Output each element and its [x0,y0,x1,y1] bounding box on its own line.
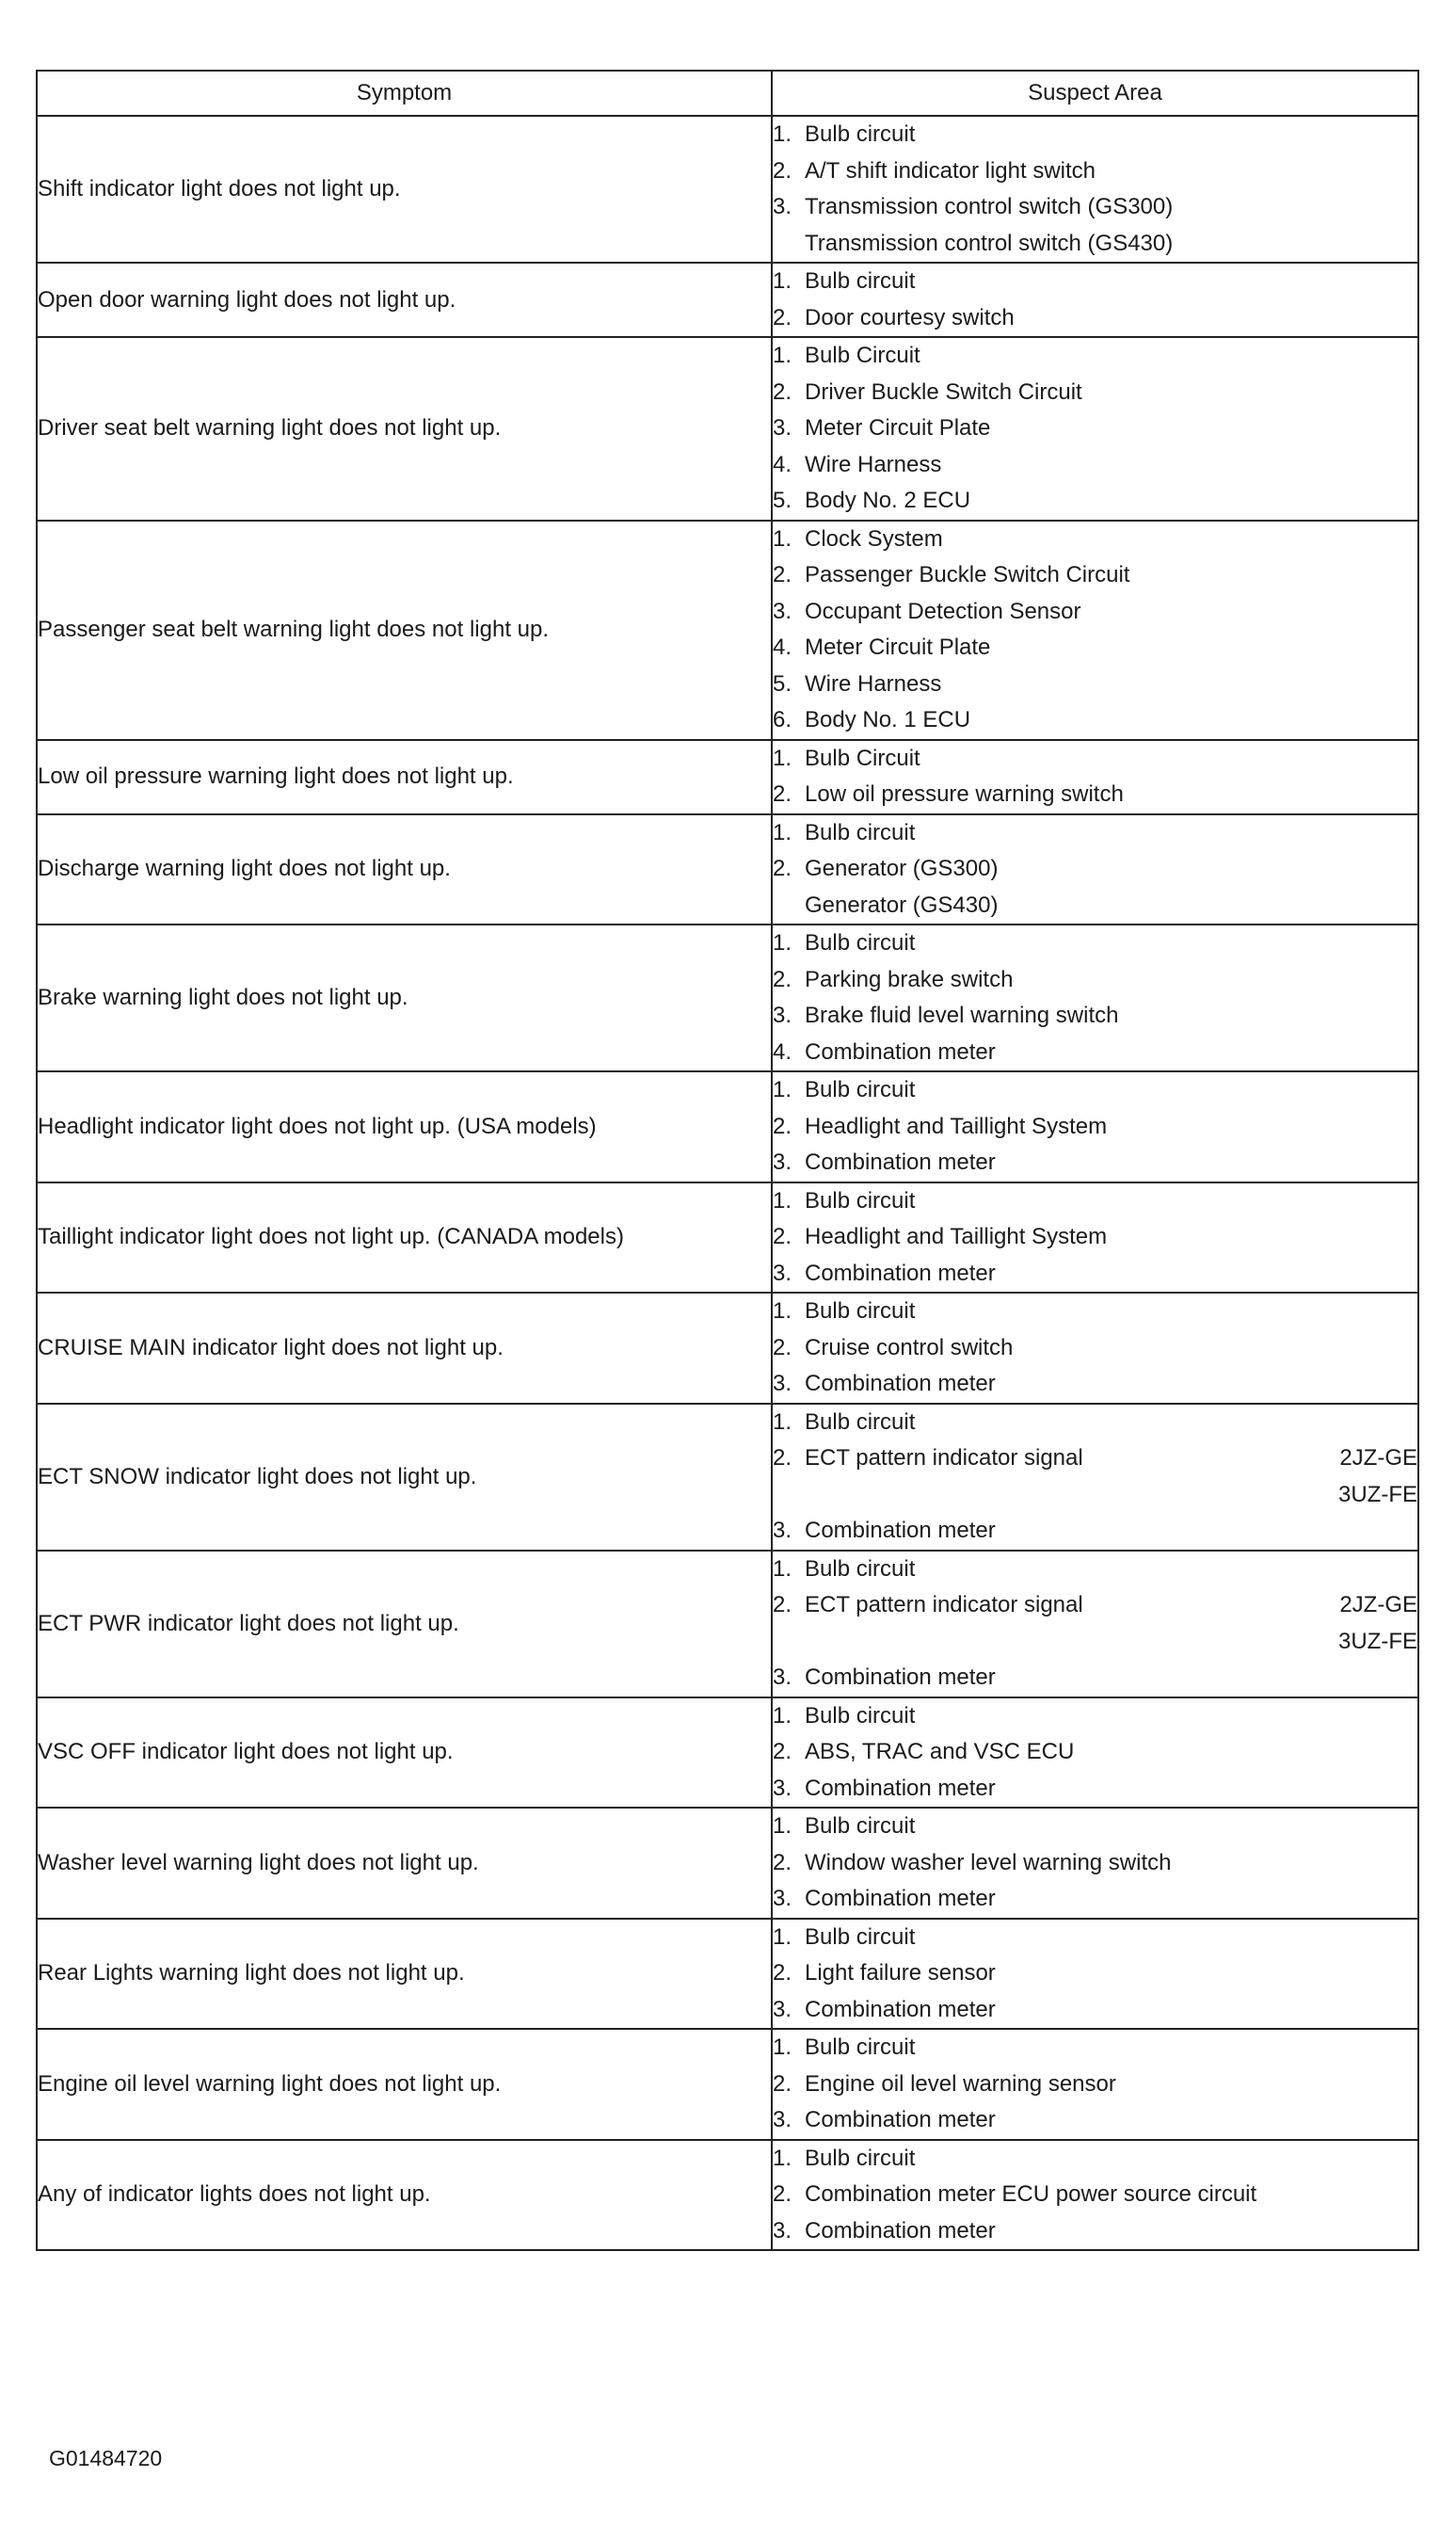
table-row [37,2029,1418,2140]
suspect-area-cell [772,1404,1418,1551]
table-row [37,1919,1418,2030]
item-text: Bulb circuit [805,1187,916,1214]
suspect-area-cell [772,521,1418,740]
suspect-area-item [773,2067,1417,2103]
item-number: 2. [773,157,792,184]
item-number: 3. [773,1003,792,1028]
suspect-area-item [773,2177,1417,2213]
item-number: 3. [773,194,792,219]
problem-symptoms-table [36,70,1419,2251]
item-number: 1. [773,1923,792,1950]
symptom-cell: Brake warning light does not light up. [37,925,772,1071]
symptom-cell: Headlight indicator light does not light up. (USA models) [37,1071,772,1182]
item-text [805,1477,1338,1514]
suspect-area-item [773,300,1417,337]
item-text: Driver Buckle Switch Circuit [805,378,1082,405]
item-number: 1. [773,1555,792,1582]
item-number: 3. [773,598,792,624]
item-number: 1. [773,1813,792,1839]
item-text: Meter Circuit Plate [805,415,991,441]
engine-code: 2JZ-GE [1339,1592,1417,1617]
item-number: 2. [773,1960,792,1986]
item-text: ECT pattern indicator signal [805,1592,1083,1617]
item-text: Parking brake switch [805,966,1014,992]
item-number: 3. [773,1886,792,1911]
suspect-area-item [773,741,1417,778]
suspect-area-cell [772,1182,1418,1294]
suspect-area-cell [772,2140,1418,2251]
item-number: 3. [773,1150,792,1175]
item-number: 3. [773,2217,792,2243]
symptom-cell: Taillight indicator light does not light up. (CANADA models) [37,1182,772,1294]
item-text: Bulb circuit [805,1555,916,1582]
item-text: Bulb circuit [805,2145,916,2171]
symptom-cell: Open door warning light does not light up. [37,263,772,337]
item-number: 3. [773,1665,792,1690]
table-row [37,1808,1418,1919]
item-text: Headlight and Taillight System [805,1113,1108,1139]
suspect-area-item [773,1698,1417,1735]
suspect-area-item [773,1881,1417,1918]
suspect-area-cell [772,740,1418,814]
engine-code: 3UZ-FE [1338,1628,1417,1654]
item-text: Combination meter [805,1775,996,1801]
item-number: 3. [773,415,792,441]
suspect-area-item [773,630,1417,667]
suspect-area-item [773,1734,1417,1771]
symptom-cell: Rear Lights warning light does not light up. [37,1919,772,2030]
suspect-area-item [773,1219,1417,1256]
table-row [37,116,1418,263]
item-text: Bulb circuit [805,930,916,956]
item-number: 2. [773,1113,792,1139]
item-text: Generator (GS300) [805,856,999,881]
item-text: Combination meter [805,1518,996,1543]
suspect-area-item [773,1920,1417,1956]
table-row [37,521,1418,740]
table-body [37,116,1418,2250]
suspect-area-cell [772,1071,1418,1182]
suspect-area-item [773,1405,1417,1441]
symptom-cell: ECT PWR indicator light does not light up. [37,1551,772,1697]
item-text: Combination meter [805,1665,996,1690]
item-text: Bulb circuit [805,1702,916,1729]
item-number: 1. [773,1298,792,1324]
suspect-area-item [773,777,1417,813]
item-text: Bulb circuit [805,1923,916,1950]
symptom-cell: Washer level warning light does not light up. [37,1808,772,1919]
table-row [37,1404,1418,1551]
item-number: 2. [773,1334,792,1360]
item-number: 2. [773,2181,792,2207]
suspect-area-item [773,117,1417,153]
symptom-cell: Any of indicator lights does not light up. [37,2140,772,2251]
item-text: Engine oil level warning sensor [805,2070,1116,2097]
item-number [773,1624,805,1661]
suspect-area-item [773,483,1417,520]
suspect-area-item [773,815,1417,852]
item-text: Bulb Circuit [805,745,920,771]
suspect-area-item [773,1845,1417,1882]
item-text: Combination meter [805,1038,996,1065]
item-number: 1. [773,121,792,147]
item-number: 2. [773,1224,792,1249]
suspect-area-item [773,1330,1417,1367]
suspect-area-item [773,375,1417,411]
problem-symptoms-table-sheet [36,70,1417,2251]
symptom-cell: Driver seat belt warning light does not light up. [37,337,772,521]
suspect-area-item [773,925,1417,962]
suspect-area-item [773,153,1417,190]
suspect-area-item [773,1552,1417,1588]
item-number: 3. [773,2107,792,2132]
item-number: 2. [773,1739,792,1764]
table-row [37,1551,1418,1697]
suspect-area-item [773,2030,1417,2067]
item-text: Bulb circuit [805,1813,916,1839]
suspect-area-cell [772,2029,1418,2140]
table-row [37,1293,1418,1404]
item-number: 1. [773,2034,792,2060]
suspect-area-item [773,2141,1417,2178]
item-number: 2. [773,378,792,405]
suspect-area-cell [772,116,1418,263]
table-row [37,740,1418,814]
item-number: 2. [773,2070,792,2097]
table-row [37,1697,1418,1809]
item-text: Headlight and Taillight System [805,1224,1108,1249]
item-number: 5. [773,670,792,697]
suspect-area-item [773,1587,1417,1624]
item-text: Bulb circuit [805,121,916,147]
suspect-area-item [773,264,1417,300]
item-number: 3. [773,1518,792,1543]
suspect-area-item [773,1477,1417,1514]
table-row [37,1182,1418,1294]
item-number: 4. [773,1038,792,1065]
suspect-area-item [773,1366,1417,1403]
symptom-cell: Engine oil level warning light does not light up. [37,2029,772,2140]
suspect-area-item [773,594,1417,631]
item-number: 1. [773,1187,792,1214]
item-number: 1. [773,930,792,956]
symptom-cell: Discharge warning light does not light up. [37,814,772,925]
symptom-cell: Shift indicator light does not light up. [37,116,772,263]
item-number: 1. [773,1408,792,1435]
item-text: ECT pattern indicator signal [805,1445,1083,1471]
table-row [37,337,1418,521]
suspect-area-item [773,522,1417,558]
item-number: 1. [773,1077,792,1102]
symptom-cell: Low oil pressure warning light does not light up. [37,740,772,814]
suspect-area-item [773,447,1417,484]
engine-code: 2JZ-GE [1339,1445,1417,1471]
item-text: Combination meter [805,2217,996,2243]
suspect-area-item [773,1440,1417,1477]
item-text: Bulb circuit [805,1408,916,1435]
suspect-area-item [773,1035,1417,1071]
item-text: Combination meter [805,1996,996,2022]
table-header-row [37,71,1418,116]
item-number: 2. [773,781,792,807]
suspect-area-item [773,1294,1417,1330]
item-number [773,888,805,925]
table-row [37,1071,1418,1182]
item-number: 1. [773,819,792,845]
item-text: Combination meter ECU power source circuit [805,2181,1257,2207]
suspect-area-item [773,1109,1417,1146]
item-number: 3. [773,1775,792,1801]
item-text: Bulb circuit [805,2034,916,2060]
item-number: 2. [773,1445,792,1471]
suspect-area-item [773,998,1417,1035]
item-text: Transmission control switch (GS300) [805,194,1174,219]
item-text: Light failure sensor [805,1960,996,1986]
item-number [773,226,805,263]
suspect-area-item [773,1955,1417,1992]
item-number: 2. [773,304,792,330]
table-row [37,263,1418,337]
item-text: Meter Circuit Plate [805,635,991,660]
item-number: 1. [773,268,792,294]
suspect-area-cell [772,1919,1418,2030]
item-number: 2. [773,562,792,587]
item-text: Combination meter [805,1260,996,1286]
suspect-area-item [773,1513,1417,1550]
suspect-area-item [773,1145,1417,1182]
suspect-area-item [773,557,1417,594]
symptom-cell: ECT SNOW indicator light does not light up. [37,1404,772,1551]
suspect-area-item [773,1660,1417,1697]
item-number: 2. [773,1592,792,1617]
item-text: Generator (GS430) [805,892,999,918]
item-number: 1. [773,525,792,552]
item-text: Combination meter [805,2107,996,2132]
item-number: 2. [773,1849,792,1875]
item-text: Wire Harness [805,670,942,697]
suspect-area-item [773,2213,1417,2250]
suspect-area-item [773,1072,1417,1109]
item-text [805,1624,1338,1661]
figure-id-label: G01484720 [49,2446,163,2470]
item-text: Bulb Circuit [805,343,920,368]
suspect-area-cell [772,1293,1418,1404]
item-text: Door courtesy switch [805,304,1015,330]
item-text: Passenger Buckle Switch Circuit [805,562,1130,587]
suspect-area-cell [772,1551,1418,1697]
symptom-cell: VSC OFF indicator light does not light up. [37,1697,772,1809]
item-number: 1. [773,1702,792,1729]
item-number: 1. [773,745,792,771]
item-text: A/T shift indicator light switch [805,157,1096,184]
item-text: Occupant Detection Sensor [805,598,1081,624]
item-text: Bulb circuit [805,268,916,294]
suspect-area-cell [772,337,1418,521]
item-text: Bulb circuit [805,819,916,845]
item-text: Cruise control switch [805,1334,1014,1360]
suspect-area-column-header: Suspect Area [772,71,1418,116]
table-row [37,925,1418,1071]
item-text: ABS, TRAC and VSC ECU [805,1739,1075,1764]
item-text: Window washer level warning switch [805,1849,1172,1875]
suspect-area-item [773,962,1417,999]
suspect-area-item [773,1771,1417,1808]
symptom-cell: CRUISE MAIN indicator light does not light up. [37,1293,772,1404]
item-number: 4. [773,635,792,660]
item-number: 3. [773,1260,792,1286]
item-text: Body No. 2 ECU [805,488,971,513]
suspect-area-item [773,1256,1417,1293]
suspect-area-item [773,2102,1417,2139]
table-row [37,2140,1418,2251]
table-row [37,814,1418,925]
suspect-area-item [773,1992,1417,2029]
suspect-area-item [773,1624,1417,1661]
item-number: 1. [773,2145,792,2171]
suspect-area-item [773,1809,1417,1845]
suspect-area-item [773,338,1417,375]
item-text: Clock System [805,525,943,552]
suspect-area-cell [772,1808,1418,1919]
item-text: Body No. 1 ECU [805,707,971,732]
item-text: Brake fluid level warning switch [805,1003,1119,1028]
item-number: 1. [773,343,792,368]
suspect-area-cell [772,814,1418,925]
item-text: Combination meter [805,1886,996,1911]
item-text: Bulb circuit [805,1298,916,1324]
symptom-column-header: Symptom [37,71,772,116]
item-number: 3. [773,1996,792,2022]
suspect-area-cell [772,263,1418,337]
suspect-area-item [773,189,1417,226]
item-number [773,1477,805,1514]
item-number: 2. [773,856,792,881]
item-text: Transmission control switch (GS430) [805,230,1174,256]
suspect-area-cell [772,925,1418,1071]
symptom-cell: Passenger seat belt warning light does not light up. [37,521,772,740]
item-text: Combination meter [805,1150,996,1175]
item-number: 2. [773,966,792,992]
item-number: 3. [773,1371,792,1396]
item-text: Wire Harness [805,451,942,477]
item-number: 6. [773,707,792,732]
item-text: Bulb circuit [805,1077,916,1102]
item-number: 5. [773,488,792,513]
suspect-area-item [773,888,1417,925]
item-number: 4. [773,451,792,477]
suspect-area-item [773,410,1417,447]
item-text: Combination meter [805,1371,996,1396]
suspect-area-item [773,1183,1417,1220]
item-text: Low oil pressure warning switch [805,781,1124,807]
suspect-area-item [773,226,1417,263]
suspect-area-item [773,702,1417,739]
suspect-area-cell [772,1697,1418,1809]
suspect-area-item [773,851,1417,888]
suspect-area-item [773,667,1417,703]
engine-code: 3UZ-FE [1338,1481,1417,1507]
